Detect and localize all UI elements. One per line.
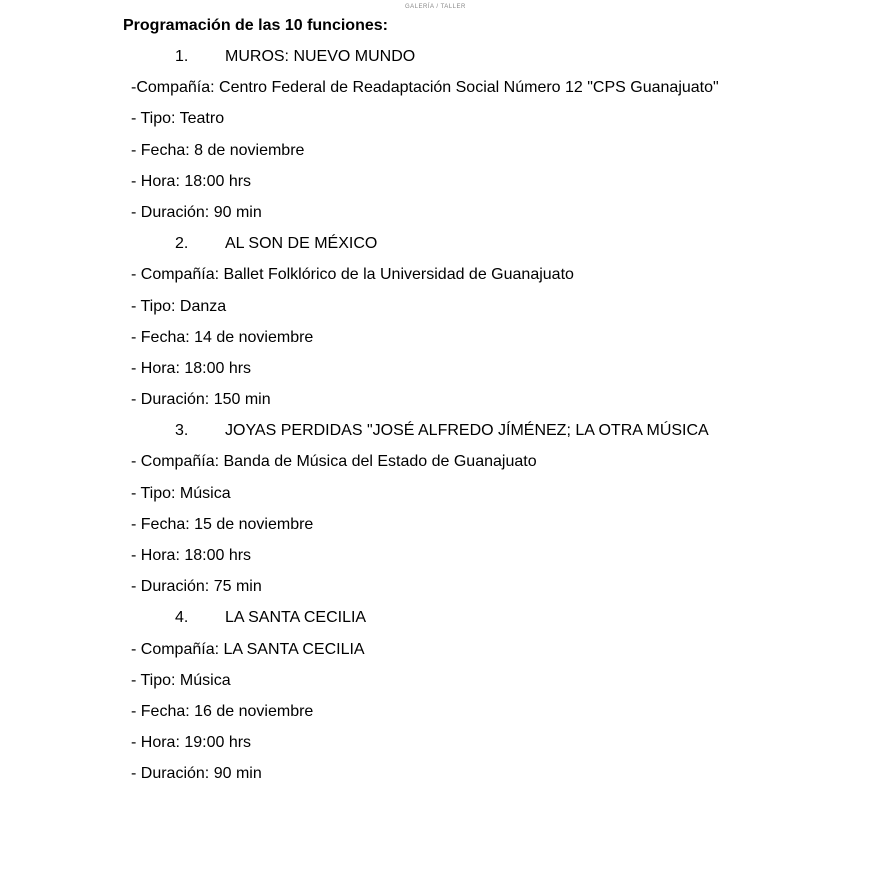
function-company: -Compañía: Centro Federal de Readaptación Social Número 12 "CPS Guanajuato"	[131, 79, 719, 97]
function-number: 3.	[175, 422, 189, 440]
function-type: - Tipo: Teatro	[131, 110, 225, 128]
function-item-3	[0, 420, 882, 607]
program-list	[0, 46, 882, 795]
function-company: - Compañía: LA SANTA CECILIA	[131, 640, 365, 658]
function-type: - Tipo: Música	[131, 484, 231, 502]
function-time: - Hora: 18:00 hrs	[131, 547, 252, 564]
function-heading	[0, 607, 882, 638]
function-type: - Tipo: Danza	[131, 297, 227, 315]
function-time: - Hora: 19:00 hrs	[131, 734, 252, 752]
function-duration: - Duración: 90 min	[131, 203, 262, 221]
function-type: - Tipo: Música	[131, 671, 231, 689]
function-date: - Fecha: 16 de noviembre	[131, 702, 314, 720]
header-logo-text: GALERÍA / TALLER	[405, 4, 466, 10]
function-duration: - Duración: 90 min	[131, 765, 262, 783]
function-number: 1.	[175, 48, 189, 65]
function-time: - Hora: 18:00 hrs	[131, 359, 252, 377]
function-heading	[0, 233, 882, 264]
function-item-1	[0, 46, 882, 233]
function-duration: - Duración: 150 min	[131, 391, 271, 409]
function-heading	[0, 46, 882, 77]
function-duration: - Duración: 75 min	[131, 578, 262, 596]
function-name: MUROS: NUEVO MUNDO	[225, 48, 416, 65]
function-company: - Compañía: Ballet Folklórico de la Universidad de Guanajuato	[131, 266, 574, 284]
function-company: - Compañía: Banda de Música del Estado de Guanajuato	[131, 453, 537, 471]
function-date: - Fecha: 14 de noviembre	[131, 328, 314, 346]
function-name: LA SANTA CECILIA	[225, 609, 367, 627]
function-number: 2.	[175, 235, 189, 253]
function-name: AL SON DE MÉXICO	[225, 235, 378, 253]
function-name: JOYAS PERDIDAS "JOSÉ ALFREDO JÍMÉNEZ; LA OTRA MÚSICA	[225, 422, 709, 440]
function-item-4	[0, 607, 882, 794]
function-date: - Fecha: 15 de noviembre	[131, 515, 314, 533]
document-title: Programación de las 10 funciones:	[123, 17, 388, 34]
function-heading	[0, 420, 882, 451]
function-date: - Fecha: 8 de noviembre	[131, 141, 305, 159]
function-time: - Hora: 18:00 hrs	[131, 172, 252, 190]
function-number: 4.	[175, 609, 189, 627]
function-item-2	[0, 233, 882, 420]
